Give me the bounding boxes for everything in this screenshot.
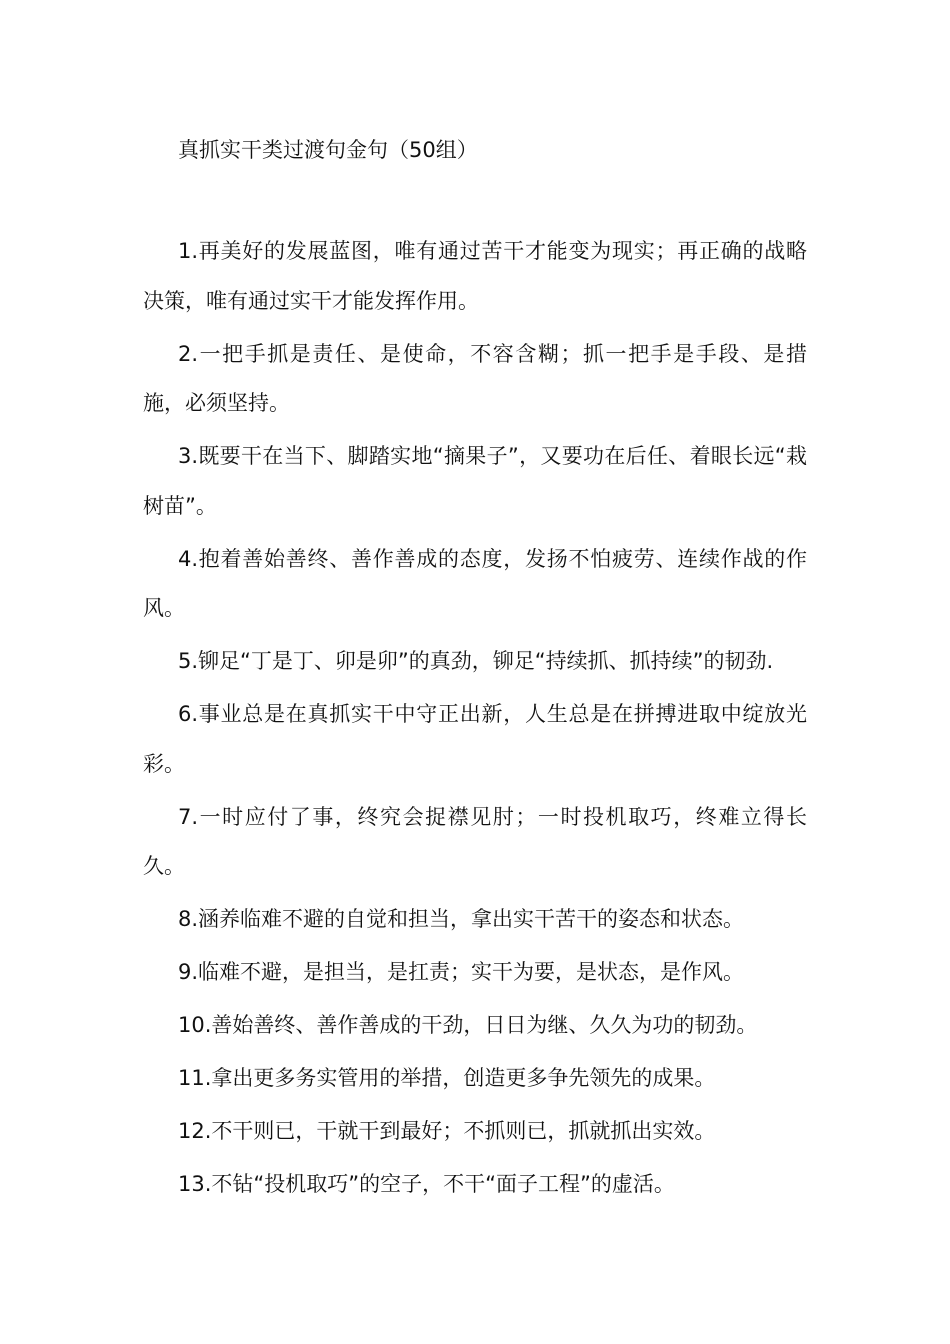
paragraph-10: 10.善始善终、善作善成的干劲，日日为继、久久为功的韧劲。 [178,1013,758,1037]
paragraph-8: 8.涵养临难不避的自觉和担当，拿出实干苦干的姿态和状态。 [178,907,745,931]
paragraph-12: 12.不干则已，干就干到最好；不抓则已，抓就抓出实效。 [178,1119,716,1143]
paragraph-1: 1.再美好的发展蓝图，唯有通过苦干才能变为现实；再正确的战略决策，唯有通过实干才能发挥作用。 [143,239,807,313]
document-body [143,227,807,1213]
paragraph-2: 2.一把手抓是责任、是使命，不容含糊；抓一把手是手段、是措施，必须坚持。 [143,341,807,415]
paragraph-7: 7.一时应付了事，终究会捉襟见肘；一时投机取巧，终难立得长久。 [143,804,807,878]
paragraph-13: 13.不钻“投机取巧”的空子，不干“面子工程”的虚活。 [178,1172,675,1196]
paragraph-11: 11.拿出更多务实管用的举措，创造更多争先领先的成果。 [178,1066,716,1090]
paragraph-5: 5.铆足“丁是丁、卯是卯”的真劲，铆足“持续抓、抓持续”的韧劲. [178,649,774,673]
document-title: 真抓实干类过渡句金句（50组） [178,138,478,162]
paragraph-6: 6.事业总是在真抓实干中守正出新，人生总是在拼搏进取中绽放光彩。 [143,702,807,776]
paragraph-4: 4.抱着善始善终、善作善成的态度，发扬不怕疲劳、连续作战的作风。 [143,546,807,620]
paragraph-3: 3.既要干在当下、脚踏实地“摘果子”，又要功在后任、着眼长远“栽树苗”。 [143,444,807,518]
paragraph-9: 9.临难不避，是担当，是扛责；实干为要，是状态，是作风。 [178,960,745,984]
